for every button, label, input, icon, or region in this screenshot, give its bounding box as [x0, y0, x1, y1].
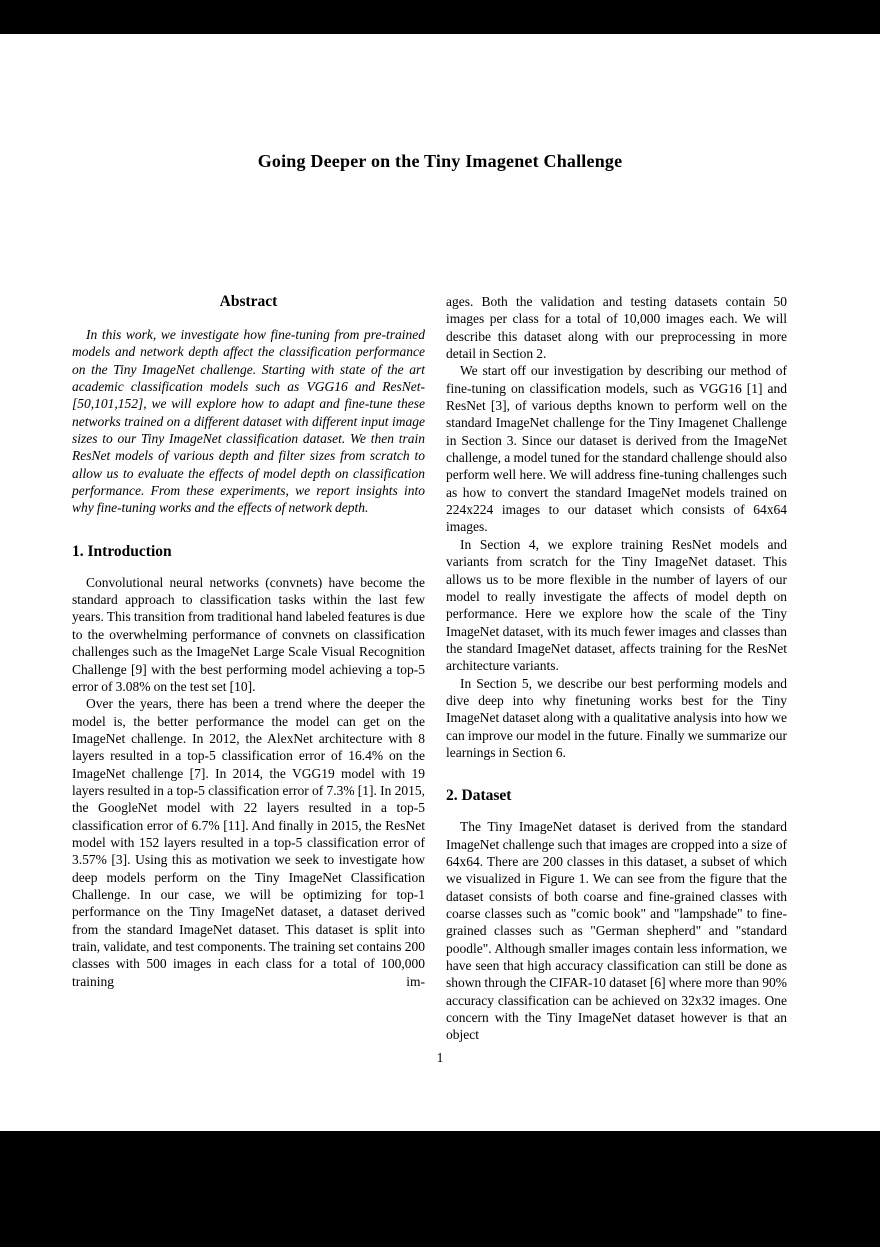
continuation-paragraph-1: ages. Both the validation and testing datasets contain 50 images per class for a total of 10,000 images each. We will describe this dataset along with our preprocessing in more detail in Section 2.: [446, 294, 787, 362]
section-heading-dataset: 2. Dataset: [446, 787, 512, 805]
dataset-paragraph-1: The Tiny ImageNet dataset is derived from the standard ImageNet challenge such that images are cropped into a size of 64x64. There are 200 classes in this dataset, a subset of which we visualized in Figure 1. We can see from the figure that the dataset consists of both coarse and fine-grained classes with coarse classes such as "comic book" and "lampshade" to fine-grained classes such as "German shepherd" and "standard poodle". Although smaller images contain less information, we have seen that high accuracy classification can still be done as shown through the CIFAR-10 dataset [6] where more than 90% accuracy classification can be achieved on 32x32 images. One concern with the Tiny ImageNet dataset however is that an object: [446, 819, 787, 1043]
page-number: 1: [436, 1050, 444, 1065]
section-heading-introduction: 1. Introduction: [72, 542, 172, 560]
introduction-paragraph-1: Convolutional neural networks (convnets) have become the standard approach to classification tasks within the last few years. This transition from traditional hand labeled features is due to the overwhelming performance of convnets on classification challenges such as the ImageNet Large Scale Visual Recognition Challenge [9] with the best performing model achieving a top-5 error of 3.08% on the test set [10].: [72, 574, 425, 694]
column-right: [446, 293, 787, 1044]
continuation-paragraph-2: We start off our investigation by describing our method of fine-tuning on classification models, such as VGG16 [1] and ResNet [3], of various depths known to perform well on the standard ImageNet challenge for the Tiny Imagenet Challenge in Section 3. Since our dataset is derived from the ImageNet challenge, a model tuned for the standard challenge should also perform well here. We will address fine-tuning challenges such as how to convert the standard ImageNet models trained on 224x224 images to our dataset which consists of 64x64 images.: [446, 363, 787, 535]
continuation-paragraph-3: In Section 4, we explore training ResNet models and variants from scratch for the Tiny ImageNet dataset. This allows us to be more flexible in the number of layers of our model to really investigate the affects of model depth on performance. Here we explore how the scale of the Tiny ImageNet dataset, with its much fewer images and classes than the standard ImageNet dataset, affects training for the ResNet architecture variants.: [446, 536, 787, 674]
abstract-text: In this work, we investigate how fine-tuning from pre-trained models and network depth affect the classification performance on the Tiny ImageNet challenge. Starting with state of the art academic classification models such as VGG16 and ResNet-[50,101,152], we will explore how to adapt and fine-tune these networks trained on a different dataset with different input image sizes to our Tiny ImageNet classification dataset. We then train ResNet models of various depth and filter sizes from scratch to allow us to evaluate the effects of model depth on classification performance. From these experiments, we report insights into why fine-tuning works and the effects of network depth.: [72, 327, 425, 516]
abstract-heading: Abstract: [219, 293, 278, 310]
column-left: [72, 293, 425, 1044]
paper-page: [0, 34, 880, 1131]
two-column-layout: [0, 293, 880, 1044]
continuation-paragraph-4: In Section 5, we describe our best performing models and dive deep into why finetuning works best for the Tiny ImageNet dataset along with a qualitative analysis into how we can improve our model in the future. Finally we summarize our learnings in Section 6.: [446, 675, 787, 760]
paper-title: Going Deeper on the Tiny Imagenet Challenge: [257, 151, 623, 171]
introduction-paragraph-2: Over the years, there has been a trend where the deeper the model is, the better performance the model can get on the ImageNet challenge. In 2012, the AlexNet architecture with 8 layers resulted in a top-5 classification error of 16.4% on the ImageNet challenge [7]. In 2014, the VGG19 model with 19 layers resulted in a top-5 classification error of 7.3% [1]. In 2015, the GoogleNet model with 22 layers resulted in a top-5 classification error of 6.7% [11]. And finally in 2015, the ResNet model with 152 layers resulted in a top-5 classification error of 3.57% [3]. Using this as motivation we seek to investigate how deep models perform on the Tiny ImageNet Classification Challenge. In our case, we will be optimizing for top-1 performance on the Tiny ImageNet dataset, a dataset derived from the standard ImageNet dataset. This dataset is split into train, validate, and test components. The training set contains 200 classes with 500 images in each class for a total of 100,000 training im-: [72, 696, 425, 989]
